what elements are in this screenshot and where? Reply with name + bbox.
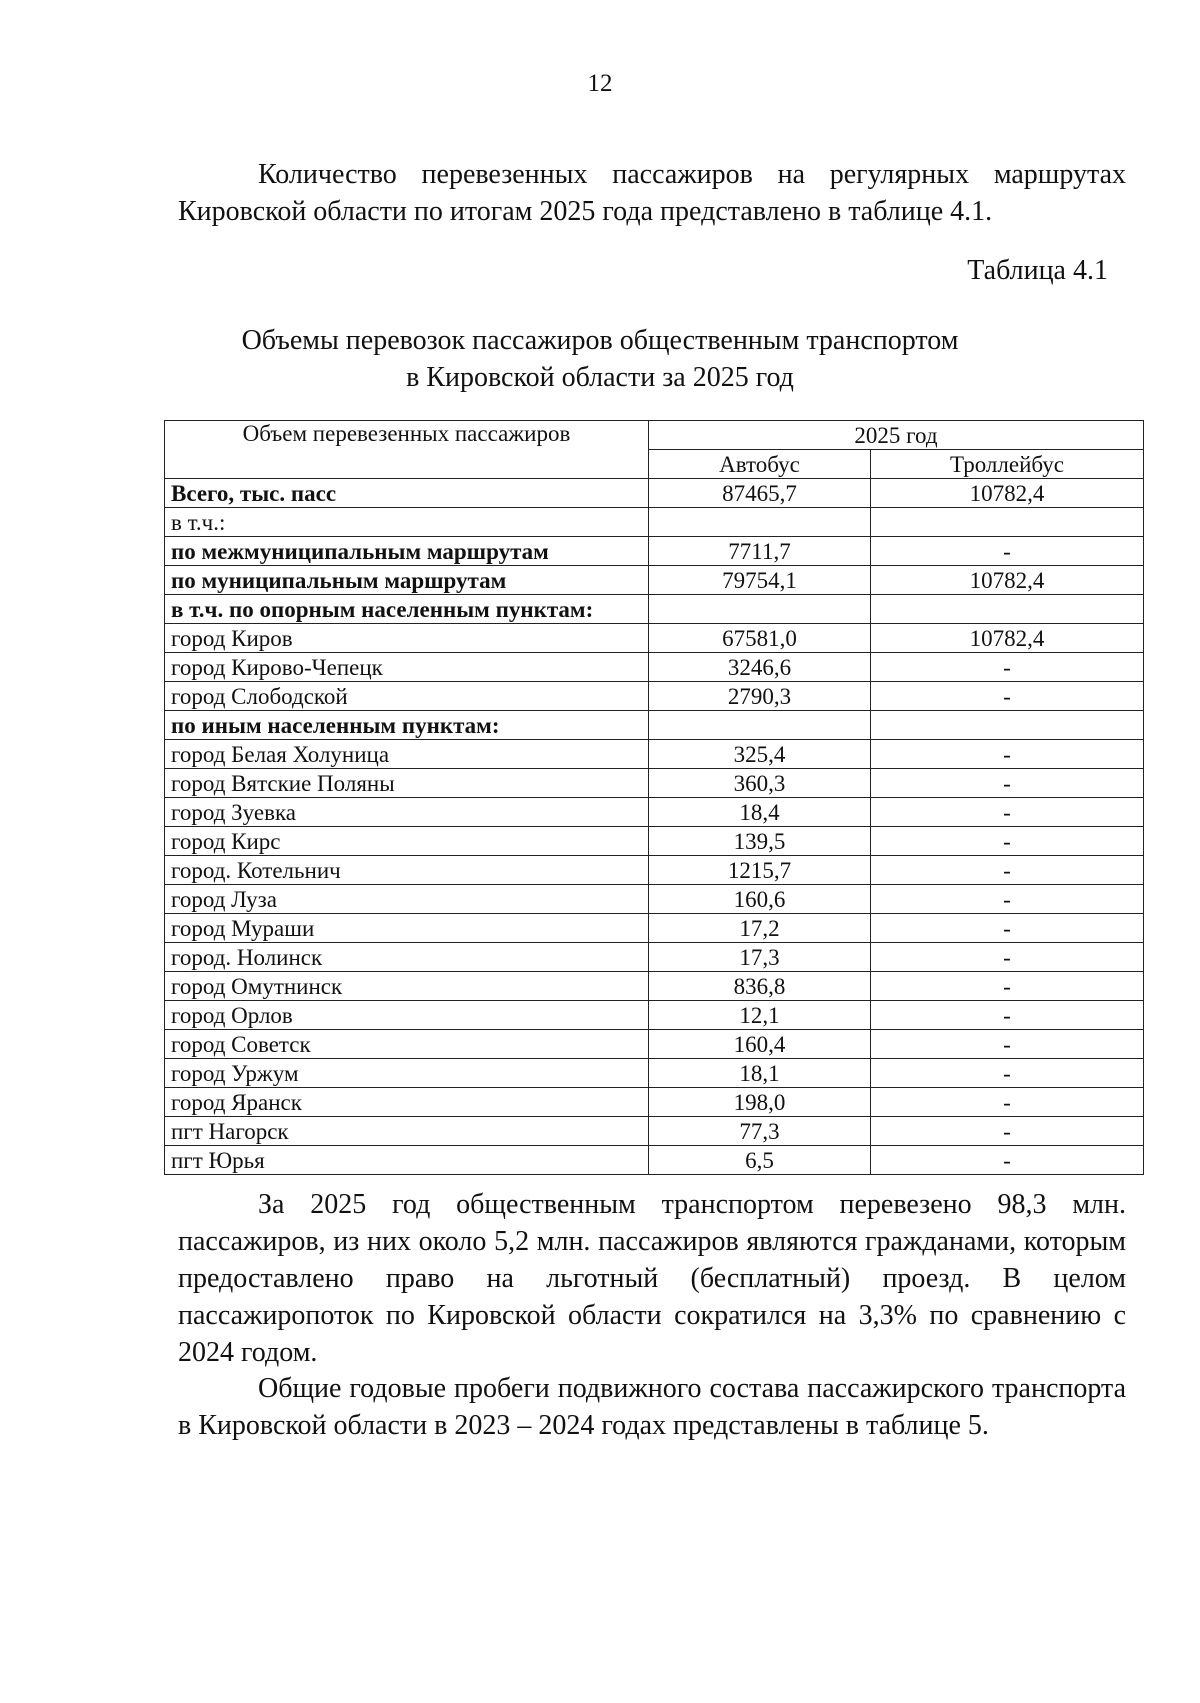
header-trolleybus: Троллейбус: [871, 450, 1144, 479]
row-bus-cell: 7711,7: [649, 537, 871, 566]
summary-paragraph: За 2025 год общественным транспортом перевезено 98,3 млн. пассажиров, из них около 5,2 млн. пассажиров являются гражданами, которым предоставлено право на льготный (бесплатный) проезд. В целом пассажиропоток по Кировской области сократился на 3,3% по сравнению с 2024 годом.: [178, 1189, 1126, 1368]
row-name-cell: Всего, тыс. пасс: [165, 479, 649, 508]
row-name-cell: город Зуевка: [165, 798, 649, 827]
table-row: [165, 1001, 1144, 1030]
row-trolleybus-cell: -: [871, 856, 1144, 885]
row-name-cell: город Советск: [165, 1030, 649, 1059]
header-bus: Автобус: [649, 450, 871, 479]
table-row: [165, 798, 1144, 827]
row-trolleybus-cell: -: [871, 914, 1144, 943]
table-body: [165, 479, 1144, 1175]
table-row: [165, 1088, 1144, 1117]
row-trolleybus-cell: -: [871, 1059, 1144, 1088]
table-row: [165, 711, 1144, 740]
row-trolleybus-cell: -: [871, 943, 1144, 972]
row-name-cell: пгт Нагорск: [165, 1117, 649, 1146]
intro-paragraph: Количество перевезенных пассажиров на регулярных маршрутах Кировской области по итогам 2025 года представлено в таблице 4.1.: [178, 159, 1126, 227]
row-trolleybus-cell: -: [871, 827, 1144, 856]
row-name-cell: город Кирово-Чепецк: [165, 653, 649, 682]
row-bus-cell: [649, 508, 871, 537]
table-row: [165, 508, 1144, 537]
table-row: [165, 769, 1144, 798]
table-row: [165, 827, 1144, 856]
row-name-cell: город Белая Холуница: [165, 740, 649, 769]
row-trolleybus-cell: [871, 711, 1144, 740]
row-name-cell: город Уржум: [165, 1059, 649, 1088]
row-trolleybus-cell: -: [871, 1088, 1144, 1117]
row-name-cell: город Луза: [165, 885, 649, 914]
row-bus-cell: 836,8: [649, 972, 871, 1001]
row-trolleybus-cell: -: [871, 798, 1144, 827]
row-trolleybus-cell: -: [871, 682, 1144, 711]
row-bus-cell: 79754,1: [649, 566, 871, 595]
row-bus-cell: 18,4: [649, 798, 871, 827]
passenger-volume-table: [164, 420, 1144, 1175]
row-trolleybus-cell: -: [871, 1001, 1144, 1030]
table-row: [165, 1059, 1144, 1088]
row-bus-cell: [649, 595, 871, 624]
row-name-cell: город Киров: [165, 624, 649, 653]
row-bus-cell: 3246,6: [649, 653, 871, 682]
table-title-line2: в Кировской области за 2025 год: [406, 362, 794, 393]
row-name-cell: город Слободской: [165, 682, 649, 711]
row-trolleybus-cell: -: [871, 885, 1144, 914]
row-bus-cell: 17,3: [649, 943, 871, 972]
row-bus-cell: 1215,7: [649, 856, 871, 885]
table-row: [165, 479, 1144, 508]
row-name-cell: по иным населенным пунктам:: [165, 711, 649, 740]
row-trolleybus-cell: -: [871, 972, 1144, 1001]
row-trolleybus-cell: [871, 508, 1144, 537]
row-bus-cell: 2790,3: [649, 682, 871, 711]
row-name-cell: город. Нолинск: [165, 943, 649, 972]
table-row: [165, 566, 1144, 595]
table-row: [165, 1117, 1144, 1146]
table-row: [165, 1146, 1144, 1175]
table-row: [165, 682, 1144, 711]
row-trolleybus-cell: -: [871, 769, 1144, 798]
row-trolleybus-cell: 10782,4: [871, 624, 1144, 653]
row-name-cell: город Омутнинск: [165, 972, 649, 1001]
table-row: [165, 856, 1144, 885]
row-name-cell: в т.ч.:: [165, 508, 649, 537]
row-bus-cell: 325,4: [649, 740, 871, 769]
row-trolleybus-cell: [871, 595, 1144, 624]
row-name-cell: пгт Юрья: [165, 1146, 649, 1175]
row-bus-cell: 198,0: [649, 1088, 871, 1117]
table-row: [165, 885, 1144, 914]
row-name-cell: город Яранск: [165, 1088, 649, 1117]
mileage-paragraph: Общие годовые пробеги подвижного состава пассажирского транспорта в Кировской области в 2023 – 2024 годах представлены в таблице 5.: [178, 1373, 1126, 1441]
row-name-cell: по межмуниципальным маршрутам: [165, 537, 649, 566]
table-row: [165, 972, 1144, 1001]
row-trolleybus-cell: -: [871, 1117, 1144, 1146]
row-bus-cell: 6,5: [649, 1146, 871, 1175]
row-trolleybus-cell: -: [871, 740, 1144, 769]
row-trolleybus-cell: 10782,4: [871, 566, 1144, 595]
row-name-cell: город Вятские Поляны: [165, 769, 649, 798]
row-name-cell: в т.ч. по опорным населенным пунктам:: [165, 595, 649, 624]
row-bus-cell: 139,5: [649, 827, 871, 856]
row-name-cell: город. Котельнич: [165, 856, 649, 885]
row-name-cell: город Кирс: [165, 827, 649, 856]
table-row: [165, 914, 1144, 943]
table-label: Таблица 4.1: [967, 255, 1108, 286]
row-bus-cell: 12,1: [649, 1001, 871, 1030]
row-bus-cell: [649, 711, 871, 740]
row-trolleybus-cell: -: [871, 653, 1144, 682]
row-name-cell: город Мураши: [165, 914, 649, 943]
row-trolleybus-cell: -: [871, 1146, 1144, 1175]
row-name-cell: по муниципальным маршрутам: [165, 566, 649, 595]
table-row: [165, 740, 1144, 769]
row-bus-cell: 18,1: [649, 1059, 871, 1088]
table-row: [165, 537, 1144, 566]
table-row: [165, 943, 1144, 972]
row-bus-cell: 160,4: [649, 1030, 871, 1059]
row-bus-cell: 67581,0: [649, 624, 871, 653]
table-row: [165, 653, 1144, 682]
row-trolleybus-cell: -: [871, 537, 1144, 566]
table-row: [165, 624, 1144, 653]
table-row: [165, 595, 1144, 624]
row-bus-cell: 160,6: [649, 885, 871, 914]
table-row: [165, 1030, 1144, 1059]
row-bus-cell: 17,2: [649, 914, 871, 943]
header-volume: Объем перевезенных пассажиров: [165, 421, 649, 479]
row-trolleybus-cell: 10782,4: [871, 479, 1144, 508]
row-trolleybus-cell: -: [871, 1030, 1144, 1059]
table-title: [0, 322, 1200, 396]
header-year: 2025 год: [649, 421, 1144, 450]
row-bus-cell: 360,3: [649, 769, 871, 798]
row-name-cell: город Орлов: [165, 1001, 649, 1030]
row-bus-cell: 77,3: [649, 1117, 871, 1146]
table-title-line1: Объемы перевозок пассажиров общественным транспортом: [241, 325, 959, 356]
row-bus-cell: 87465,7: [649, 479, 871, 508]
page-number: 12: [587, 70, 613, 97]
